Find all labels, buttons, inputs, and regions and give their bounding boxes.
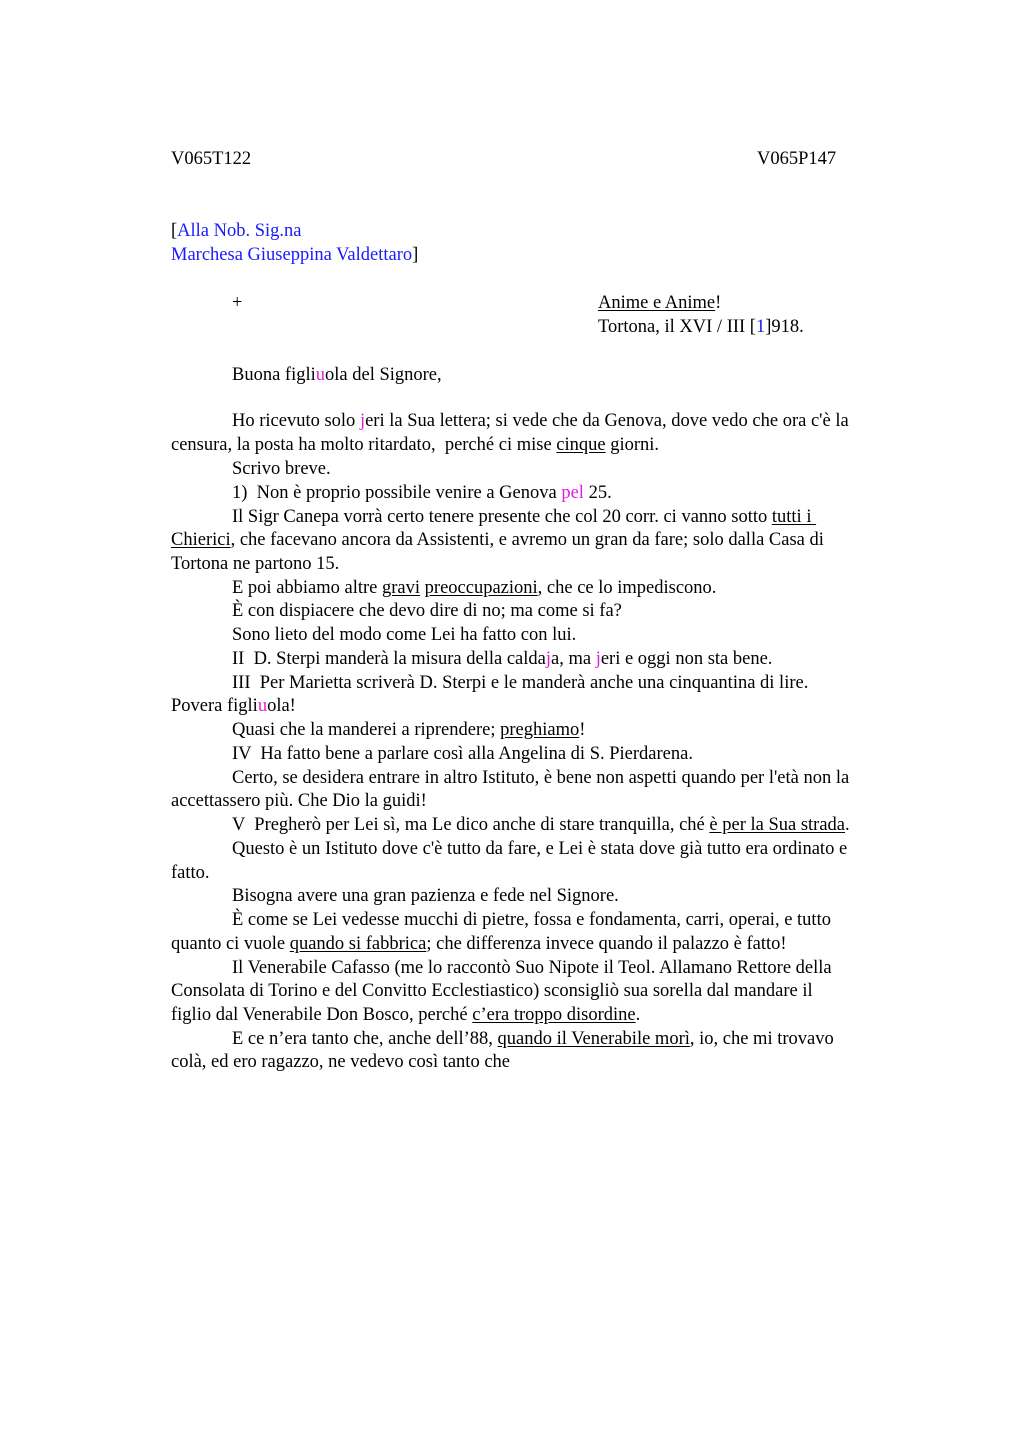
body-line: Il Venerabile Cafasso (me lo raccontò Suo Nipote il Teol. Allamano Rettore della	[232, 958, 832, 978]
body-line: Ho ricevuto solo jeri la Sua lettera; si vede che da Genova, dove vedo che ora c'è la	[232, 411, 849, 431]
date-line: Tortona, il XVI / III [1]918.	[598, 317, 804, 337]
addressee-line-1: [Alla Nob. Sig.na	[171, 221, 302, 241]
body-line: accettassero più. Che Dio la guidi!	[171, 791, 427, 811]
body-line: Povera figliuola!	[171, 696, 296, 716]
body-line: V Pregherò per Lei sì, ma Le dico anche di stare tranquilla, ché è per la Sua strada.	[232, 815, 850, 835]
body-line: Certo, se desidera entrare in altro Istituto, è bene non aspetti quando per l'età non la	[232, 768, 850, 788]
cross-mark: +	[232, 293, 243, 313]
body-line: censura, la posta ha molto ritardato, perché ci mise cinque giorni.	[171, 435, 660, 455]
salutation: Buona figliuola del Signore,	[232, 365, 442, 385]
body-line: Bisogna avere una gran pazienza e fede nel Signore.	[232, 886, 619, 906]
body-line: Quasi che la manderei a riprendere; preghiamo!	[232, 720, 586, 740]
body-line: III Per Marietta scriverà D. Sterpi e le manderà anche una cinquantina di lire.	[232, 673, 809, 693]
body-line: È come se Lei vedesse mucchi di pietre, fossa e fondamenta, carri, operai, e tutto	[232, 910, 831, 930]
body-line: colà, ed ero ragazzo, ne vedevo così tanto che	[171, 1052, 510, 1072]
body-line: Chierici, che facevano ancora da Assistenti, e avremo un gran da fare; solo dalla Casa di	[171, 530, 824, 550]
body-line: Il Sigr Canepa vorrà certo tenere presente che col 20 corr. ci vanno sotto tutti i	[232, 507, 817, 527]
body-line: Tortona ne partono 15.	[171, 554, 340, 574]
body-line: II D. Sterpi manderà la misura della caldaja, ma jeri e oggi non sta bene.	[232, 649, 773, 669]
addressee-line-2: Marchesa Giuseppina Valdettaro]	[171, 245, 419, 265]
body-line: E ce n’era tanto che, anche dell’88, quando il Venerabile morì, io, che mi trovavo	[232, 1029, 834, 1049]
body-line: Scrivo breve.	[232, 459, 331, 479]
body-line: Questo è un Istituto dove c'è tutto da fare, e Lei è stata dove già tutto era ordinato e	[232, 839, 848, 859]
body-line: Sono lieto del modo come Lei ha fatto con lui.	[232, 625, 577, 645]
header-right-code: V065P147	[757, 149, 837, 169]
body-line: fatto.	[171, 863, 210, 883]
body-line: IV Ha fatto bene a parlare così alla Angelina di S. Pierdarena.	[232, 744, 693, 764]
body-line: È con dispiacere che devo dire di no; ma come si fa?	[232, 601, 622, 621]
motto: Anime e Anime!	[598, 293, 722, 313]
body-line: E poi abbiamo altre gravi preoccupazioni, che ce lo impediscono.	[232, 578, 717, 598]
header-left-code: V065T122	[171, 149, 252, 169]
body-line: quanto ci vuole quando si fabbrica; che differenza invece quando il palazzo è fatto!	[171, 934, 787, 954]
body-line: figlio dal Venerabile Don Bosco, perché c’era troppo disordine.	[171, 1005, 641, 1025]
body-line: Consolata di Torino e del Convitto Ecclestiastico) sconsigliò sua sorella dal mandare il	[171, 981, 813, 1001]
body-line: 1) Non è proprio possibile venire a Genova pel 25.	[232, 483, 612, 503]
